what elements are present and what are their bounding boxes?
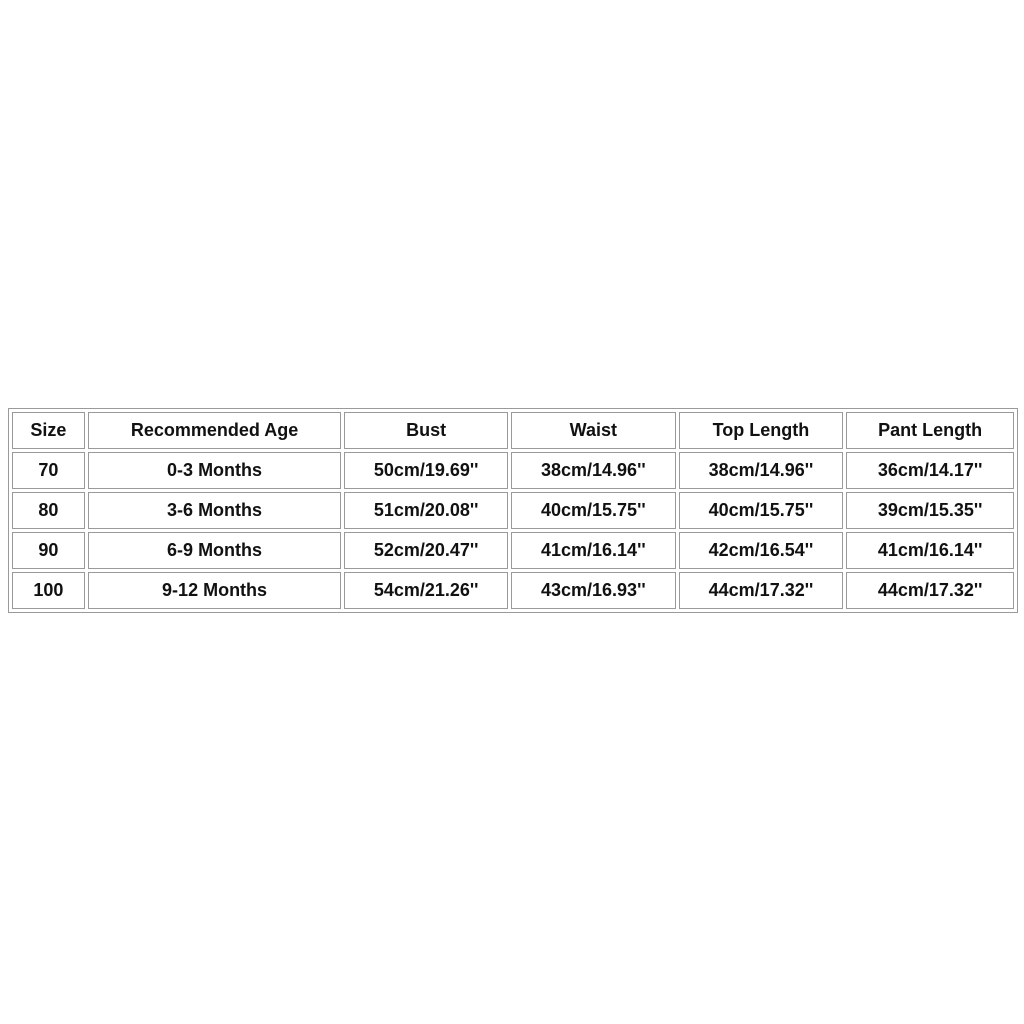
table-row: [12, 572, 1014, 609]
cell-size: 80: [12, 492, 85, 529]
table-row: [12, 492, 1014, 529]
table-row: [12, 532, 1014, 569]
cell-top-length: 44cm/17.32'': [679, 572, 844, 609]
cell-bust: 51cm/20.08'': [344, 492, 508, 529]
column-header-recommended-age: Recommended Age: [88, 412, 342, 449]
cell-waist: 40cm/15.75'': [511, 492, 676, 529]
cell-bust: 50cm/19.69'': [344, 452, 508, 489]
cell-size: 70: [12, 452, 85, 489]
cell-pant-length: 39cm/15.35'': [846, 492, 1014, 529]
column-header-pant-length: Pant Length: [846, 412, 1014, 449]
cell-recommended-age: 6-9 Months: [88, 532, 342, 569]
table-row: [12, 452, 1014, 489]
cell-pant-length: 36cm/14.17'': [846, 452, 1014, 489]
column-header-waist: Waist: [511, 412, 676, 449]
column-header-top-length: Top Length: [679, 412, 844, 449]
cell-top-length: 38cm/14.96'': [679, 452, 844, 489]
cell-top-length: 42cm/16.54'': [679, 532, 844, 569]
cell-top-length: 40cm/15.75'': [679, 492, 844, 529]
cell-bust: 52cm/20.47'': [344, 532, 508, 569]
cell-size: 100: [12, 572, 85, 609]
cell-pant-length: 41cm/16.14'': [846, 532, 1014, 569]
cell-pant-length: 44cm/17.32'': [846, 572, 1014, 609]
size-chart-table: [8, 408, 1018, 613]
column-header-size: Size: [12, 412, 85, 449]
cell-recommended-age: 9-12 Months: [88, 572, 342, 609]
column-header-bust: Bust: [344, 412, 508, 449]
cell-waist: 43cm/16.93'': [511, 572, 676, 609]
cell-size: 90: [12, 532, 85, 569]
cell-waist: 38cm/14.96'': [511, 452, 676, 489]
cell-waist: 41cm/16.14'': [511, 532, 676, 569]
table-header-row: [12, 412, 1014, 449]
cell-recommended-age: 0-3 Months: [88, 452, 342, 489]
cell-recommended-age: 3-6 Months: [88, 492, 342, 529]
cell-bust: 54cm/21.26'': [344, 572, 508, 609]
